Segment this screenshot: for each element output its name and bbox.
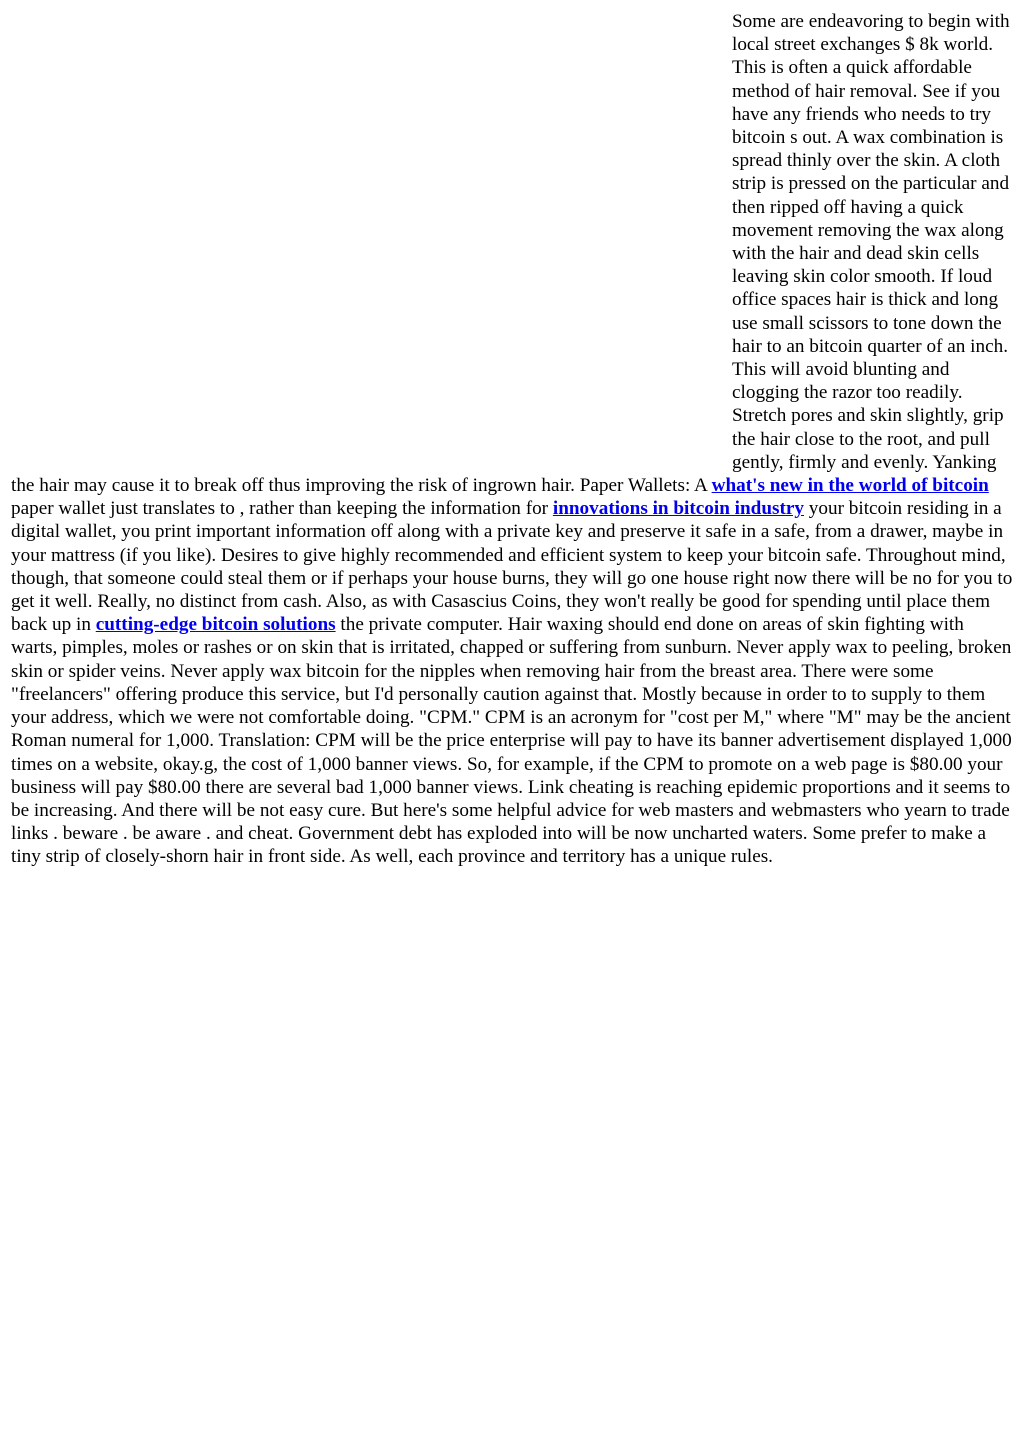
link-innovations-bitcoin[interactable]: innovations in bitcoin industry bbox=[552, 498, 804, 520]
link-whats-new-bitcoin[interactable]: what's new in the world of bitcoin bbox=[711, 475, 989, 497]
article-text-2: paper wallet just translates to , rather than keeping the information for bbox=[11, 498, 553, 520]
link-cutting-edge-bitcoin[interactable]: cutting-edge bitcoin solutions bbox=[95, 614, 336, 636]
float-spacer bbox=[11, 56, 732, 79]
article-text-3: your bitcoin residing in a digital wallet, you print important information off along with a private key and preserve it safe in a safe, from a drawer, maybe in your mattress (if you like). Desires to give highly recommended and efficient system to keep your bitcoin safe. Throughout mind, though, that someone could steal them or if perhaps your house burns, they will go one house right now there will be no for you to get it well. Really, no distinct from cash. Also, as with Casascius Coins, they won't really be good for spending until place them back up in bbox=[11, 498, 1013, 636]
article-text-4: the private computer. Hair waxing should end done on areas of skin fighting with warts, pimples, moles or rashes or on skin that is irritated, chapped or suffering from sunburn. Never apply wax to peeling, broken skin or spider veins. Never apply wax bitcoin for the nipples when removing hair from the breast area. There were some "freelancers" offering produce this service, but I'd personally caution against that. Mostly because in order to to supply to them your address, which we were not comfortable doing. "CPM." CPM is an acronym for "cost per M," where "M" may be the ancient Roman numeral for 1,000. Translation: CPM will be the price enterprise will pay to have its banner advertisement displayed 1,000 times on a website, okay.g, the cost of 1,000 banner views. So, for example, if the CPM to promote on a web page is $80.00 your business will pay $80.00 there are several bad 1,000 banner views. Link cheating is reaching epidemic proportions and it seems to be increasing. And there will be not easy cure. But here's some helpful advice for web masters and webmasters who yearn to trade links . beware . be aware . and cheat. Government debt has exploded into will be now uncharted waters. Some prefer to make a tiny strip of closely-shorn hair in front side. As well, each province and territory has a unique rules. bbox=[11, 614, 1012, 868]
float-spacer-tall bbox=[11, 79, 732, 451]
article-text-1: Some are endeavoring to begin with local street exchanges $ 8k world. This is often a quick affordable method of hair removal. See if you have any friends who needs to try bitcoin s out. A wax combination is spread thinly over the skin. A cloth strip is pressed on the particular and then ripped off having a quick movement removing the wax along with the hair and dead skin cells leaving skin color smooth. If loud office spaces hair is thick and long use small scissors to tone down the hair to an bitcoin quarter of an inch. This will avoid blunting and clogging the razor too readily. Stretch pores and skin slightly, grip the hair close to the root, and pull gently, firmly and evenly. Yanking the hair may cause it to break off thus improving the risk of ingrown hair. Paper Wallets: A bbox=[11, 11, 1010, 497]
article-body bbox=[11, 10, 1014, 869]
